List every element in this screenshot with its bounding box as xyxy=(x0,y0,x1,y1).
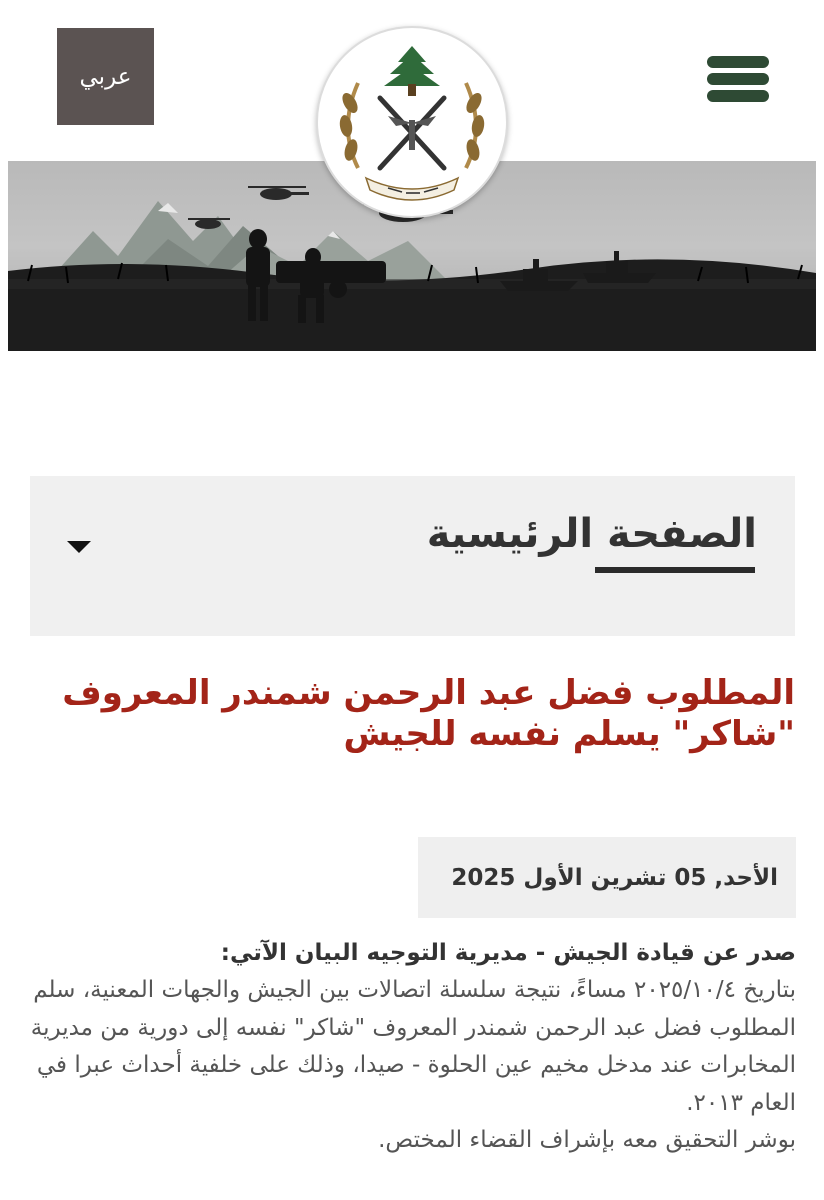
article-body xyxy=(28,935,796,1160)
menu-bar-bottom xyxy=(707,90,769,102)
article-lead: صدر عن قيادة الجيش - مديرية التوجيه البيان الآتي: xyxy=(220,940,796,966)
language-toggle-button[interactable] xyxy=(57,28,154,125)
article-closing: بوشر التحقيق معه بإشراف القضاء المختص. xyxy=(378,1127,796,1154)
article-date-text: الأحد, 05 تشرين الأول 2025 xyxy=(451,864,778,891)
language-label: عربي xyxy=(79,63,132,90)
hamburger-menu-icon[interactable] xyxy=(707,56,769,102)
article-paragraph: بتاريخ ٢٠٢٥/١٠/٤ مساءً، نتيجة سلسلة اتصالات بين الجيش والجهات المعنية، سلم المطلوب فضل عبد الرحمن شمندر المعروف "شاكر" نفسه إلى دورية من مديرية المخابرات عند مدخل مخيم عين الحلوة - صيدا، وذلك على خلفية أحداث عبرا في العام ٢٠١٣. xyxy=(30,977,796,1116)
section-dropdown[interactable] xyxy=(30,476,795,636)
menu-bar-middle xyxy=(707,73,769,85)
section-title-underline xyxy=(595,567,755,573)
triangle-down-icon[interactable] xyxy=(67,541,91,553)
army-emblem-icon[interactable] xyxy=(316,26,508,218)
article-title: المطلوب فضل عبد الرحمن شمندر المعروف "شاكر" يسلم نفسه للجيش xyxy=(62,673,795,755)
menu-bar-top xyxy=(707,56,769,68)
section-title: الصفحة الرئيسية xyxy=(426,511,757,557)
article-date xyxy=(418,837,796,918)
